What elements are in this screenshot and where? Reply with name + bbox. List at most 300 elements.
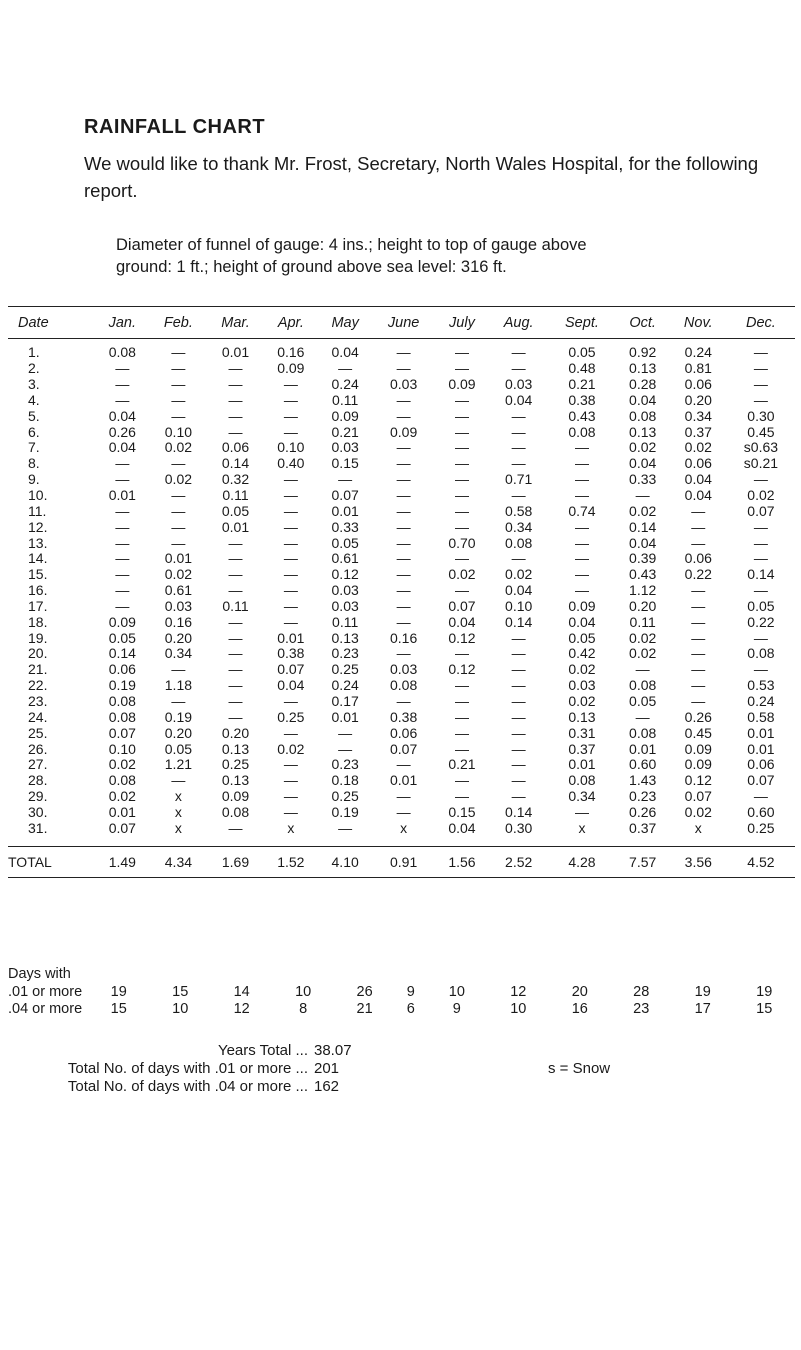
rainfall-cell: 0.01 bbox=[221, 344, 250, 361]
rainfall-cell: — bbox=[511, 724, 526, 741]
rainfall-cell: — bbox=[228, 407, 243, 424]
rainfall-cell: 0.13 bbox=[629, 360, 657, 377]
rainfall-cell: — bbox=[511, 407, 526, 424]
rainfall-cell: — bbox=[753, 788, 768, 805]
table-row bbox=[8, 599, 795, 615]
rainfall-cell: 0.04 bbox=[629, 534, 657, 551]
rainfall-cell: 0.08 bbox=[108, 344, 136, 361]
total-cell: 4.10 bbox=[318, 847, 372, 878]
rainfall-cell: 0.08 bbox=[629, 407, 657, 424]
rainfall-cell: — bbox=[228, 645, 243, 662]
rainfall-cell: — bbox=[454, 708, 469, 725]
rainfall-cell: — bbox=[396, 788, 411, 805]
rainfall-cell: — bbox=[115, 471, 130, 488]
rainfall-cell: 0.20 bbox=[684, 391, 712, 408]
table-row bbox=[8, 488, 795, 504]
rainfall-cell: — bbox=[228, 534, 243, 551]
rainfall-cell: — bbox=[574, 534, 589, 551]
rainfall-cell: — bbox=[454, 740, 469, 757]
rainfall-cell: — bbox=[171, 391, 186, 408]
rainfall-cell: 0.09 bbox=[568, 597, 596, 614]
rainfall-cell: — bbox=[454, 772, 469, 789]
rainfall-cell: 0.08 bbox=[108, 772, 136, 789]
rainfall-cell: 0.21 bbox=[568, 376, 596, 393]
header-month: Aug. bbox=[489, 307, 548, 339]
rainfall-cell: 0.07 bbox=[747, 772, 775, 789]
rainfall-cell: — bbox=[454, 692, 469, 709]
rainfall-cell: 0.19 bbox=[164, 708, 193, 725]
row-date: 6. bbox=[28, 423, 40, 440]
days-01-label: .01 or more bbox=[8, 983, 83, 1000]
rainfall-cell: 0.04 bbox=[505, 391, 533, 408]
rainfall-cell: 0.06 bbox=[684, 376, 712, 393]
rainfall-cell: 0.02 bbox=[164, 439, 193, 456]
rainfall-cell: 0.11 bbox=[332, 613, 359, 630]
rainfall-cell: 0.25 bbox=[221, 756, 250, 773]
rainfall-cell: 0.09 bbox=[684, 756, 712, 773]
table-row bbox=[8, 646, 795, 662]
rainfall-cell: x bbox=[694, 819, 702, 836]
rainfall-cell: — bbox=[454, 423, 469, 440]
rainfall-cell: 0.38 bbox=[277, 645, 305, 662]
rainfall-cell: x bbox=[174, 819, 182, 836]
table-row bbox=[8, 614, 795, 630]
table-row bbox=[8, 630, 795, 646]
rainfall-cell: — bbox=[511, 692, 526, 709]
header-month: June bbox=[372, 307, 435, 339]
rainfall-cell: — bbox=[396, 487, 411, 504]
rainfall-cell: 0.02 bbox=[568, 692, 596, 709]
rainfall-cell: 0.14 bbox=[221, 455, 250, 472]
rainfall-cell: 0.58 bbox=[747, 708, 775, 725]
rainfall-cell: — bbox=[691, 645, 706, 662]
rainfall-cell: 0.13 bbox=[331, 629, 359, 646]
total-cell: 2.52 bbox=[489, 847, 548, 878]
row-date: 7. bbox=[28, 439, 40, 456]
rainfall-cell: — bbox=[283, 534, 298, 551]
days-count-cell: 28 bbox=[633, 983, 650, 1000]
days-count-cell: 26 bbox=[356, 983, 373, 1000]
rainfall-cell: 0.26 bbox=[108, 423, 136, 440]
table-row bbox=[8, 741, 795, 757]
rainfall-cell: 0.14 bbox=[629, 518, 657, 535]
rainfall-cell: — bbox=[454, 502, 469, 519]
rainfall-cell: — bbox=[171, 772, 186, 789]
row-date: 20. bbox=[28, 645, 48, 662]
rainfall-cell: 0.60 bbox=[747, 803, 775, 820]
rainfall-cell: 0.01 bbox=[629, 740, 657, 757]
table-row bbox=[8, 393, 795, 409]
rainfall-cell: 0.20 bbox=[164, 629, 193, 646]
rainfall-cell: 0.11 bbox=[222, 597, 249, 614]
days-04-label: .04 or more bbox=[8, 1000, 83, 1017]
rainfall-cell: 0.45 bbox=[747, 423, 775, 440]
rainfall-cell: — bbox=[511, 740, 526, 757]
rainfall-cell: 0.04 bbox=[448, 819, 476, 836]
days-count-cell: 12 bbox=[233, 1000, 250, 1017]
rainfall-cell: — bbox=[283, 407, 298, 424]
rainfall-cell: x bbox=[578, 819, 586, 836]
total-days-01-row bbox=[8, 1060, 352, 1078]
rainfall-cell: 0.24 bbox=[331, 376, 359, 393]
rainfall-cell: — bbox=[228, 550, 243, 567]
rainfall-cell: 0.11 bbox=[332, 391, 359, 408]
total-cell: 1.69 bbox=[207, 847, 264, 878]
total-cell: 1.56 bbox=[435, 847, 489, 878]
rainfall-cell: — bbox=[283, 566, 298, 583]
rainfall-cell: 0.01 bbox=[331, 502, 359, 519]
years-total-label: Years Total ... bbox=[217, 1042, 308, 1059]
table-row bbox=[8, 583, 795, 599]
rainfall-cell: 0.02 bbox=[108, 788, 136, 805]
rainfall-cell: — bbox=[511, 645, 526, 662]
rainfall-cell: — bbox=[396, 692, 411, 709]
row-date: 31. bbox=[28, 819, 48, 836]
days-count-cell: 10 bbox=[172, 1000, 189, 1017]
rainfall-cell: — bbox=[454, 582, 469, 599]
rainfall-cell: 0.10 bbox=[164, 423, 193, 440]
row-date: 13. bbox=[28, 534, 48, 551]
rainfall-cell: 0.05 bbox=[568, 629, 596, 646]
rainfall-cell: 0.01 bbox=[108, 803, 136, 820]
rainfall-cell: — bbox=[171, 502, 186, 519]
rainfall-cell: — bbox=[396, 344, 411, 361]
rainfall-cell: — bbox=[283, 550, 298, 567]
rainfall-cell: 0.07 bbox=[747, 502, 775, 519]
row-date: 30. bbox=[28, 803, 48, 820]
rainfall-cell: — bbox=[511, 708, 526, 725]
rainfall-cell: 0.03 bbox=[390, 661, 418, 678]
days-count-cell: 10 bbox=[510, 1000, 527, 1017]
rainfall-cell: — bbox=[115, 360, 130, 377]
table-row bbox=[8, 339, 795, 361]
rainfall-cell: 0.06 bbox=[108, 661, 136, 678]
table-row bbox=[8, 694, 795, 710]
rainfall-cell: — bbox=[171, 518, 186, 535]
rainfall-cell: 0.37 bbox=[568, 740, 596, 757]
rainfall-cell: 0.09 bbox=[684, 740, 712, 757]
rainfall-cell: 0.02 bbox=[164, 566, 193, 583]
rainfall-cell: 0.04 bbox=[629, 391, 657, 408]
row-date: 16. bbox=[28, 582, 48, 599]
rainfall-cell: — bbox=[171, 487, 186, 504]
rainfall-cell: 0.33 bbox=[331, 518, 359, 535]
header-month: Sept. bbox=[548, 307, 615, 339]
rainfall-cell: 0.01 bbox=[747, 724, 775, 741]
rainfall-cell: 0.33 bbox=[629, 471, 657, 488]
rainfall-cell: 0.09 bbox=[448, 376, 476, 393]
header-month: Apr. bbox=[264, 307, 318, 339]
rainfall-cell: 0.03 bbox=[390, 376, 418, 393]
rainfall-cell: 0.40 bbox=[277, 455, 305, 472]
rainfall-cell: 0.07 bbox=[277, 661, 305, 678]
rainfall-cell: — bbox=[396, 391, 411, 408]
rainfall-cell: 0.01 bbox=[331, 708, 359, 725]
rainfall-cell: 0.01 bbox=[568, 756, 596, 773]
rainfall-cell: — bbox=[283, 803, 298, 820]
rainfall-cell: 0.12 bbox=[331, 566, 359, 583]
days-count-cell: 8 bbox=[299, 1000, 308, 1017]
rainfall-cell: 0.45 bbox=[684, 724, 712, 741]
rainfall-cell: — bbox=[228, 376, 243, 393]
rainfall-cell: — bbox=[115, 502, 130, 519]
rainfall-cell: — bbox=[635, 661, 650, 678]
rainfall-cell: — bbox=[115, 582, 130, 599]
row-date: 19. bbox=[28, 629, 48, 646]
total-cell: 1.52 bbox=[264, 847, 318, 878]
rainfall-cell: 0.05 bbox=[629, 692, 657, 709]
rainfall-cell: 0.42 bbox=[568, 645, 596, 662]
rainfall-cell: 0.03 bbox=[505, 376, 533, 393]
row-date: 3. bbox=[28, 376, 40, 393]
rainfall-cell: 0.43 bbox=[568, 407, 596, 424]
rainfall-cell: — bbox=[691, 597, 706, 614]
rainfall-cell: — bbox=[396, 645, 411, 662]
rainfall-cell: 0.04 bbox=[277, 677, 305, 694]
rainfall-cell: — bbox=[511, 550, 526, 567]
table-row bbox=[8, 789, 795, 805]
rainfall-cell: — bbox=[574, 518, 589, 535]
rainfall-cell: 0.05 bbox=[221, 502, 250, 519]
row-date: 24. bbox=[28, 708, 48, 725]
rainfall-cell: 0.04 bbox=[684, 487, 712, 504]
days-count-cell: 19 bbox=[756, 983, 773, 1000]
rainfall-cell: — bbox=[511, 788, 526, 805]
rainfall-cell: — bbox=[511, 344, 526, 361]
rainfall-cell: — bbox=[574, 803, 589, 820]
rainfall-cell: 0.01 bbox=[108, 487, 136, 504]
row-date: 14. bbox=[28, 550, 48, 567]
rainfall-cell: 0.23 bbox=[629, 788, 657, 805]
rainfall-cell: — bbox=[511, 756, 526, 773]
rainfall-cell: 0.12 bbox=[448, 661, 476, 678]
rainfall-cell: — bbox=[635, 487, 650, 504]
rainfall-cell: — bbox=[228, 629, 243, 646]
rainfall-cell: 0.26 bbox=[684, 708, 712, 725]
table-row bbox=[8, 662, 795, 678]
rainfall-cell: 0.07 bbox=[108, 819, 136, 836]
days-count-cell: 10 bbox=[448, 983, 465, 1000]
rainfall-table bbox=[8, 306, 795, 878]
rainfall-cell: — bbox=[115, 566, 130, 583]
rainfall-cell: — bbox=[115, 455, 130, 472]
rainfall-cell: 0.01 bbox=[747, 740, 775, 757]
rainfall-cell: — bbox=[228, 708, 243, 725]
rainfall-cell: — bbox=[171, 692, 186, 709]
rainfall-cell: 0.34 bbox=[164, 645, 193, 662]
rainfall-cell: — bbox=[283, 391, 298, 408]
rainfall-cell: — bbox=[511, 439, 526, 456]
rainfall-cell: 0.08 bbox=[568, 423, 596, 440]
days-count-cell: 12 bbox=[510, 983, 527, 1000]
rainfall-cell: — bbox=[228, 582, 243, 599]
days-01-row bbox=[8, 983, 795, 1000]
rainfall-cell: 0.02 bbox=[629, 502, 657, 519]
rainfall-cell: 0.04 bbox=[108, 439, 136, 456]
rainfall-cell: 0.01 bbox=[277, 629, 305, 646]
rainfall-cell: 0.37 bbox=[684, 423, 712, 440]
rainfall-cell: — bbox=[511, 360, 526, 377]
rainfall-cell: 0.02 bbox=[684, 439, 712, 456]
table-row bbox=[8, 456, 795, 472]
rainfall-cell: 1.18 bbox=[164, 677, 193, 694]
total-days-04-row bbox=[8, 1078, 352, 1096]
rainfall-cell: — bbox=[171, 407, 186, 424]
rainfall-cell: 0.53 bbox=[747, 677, 775, 694]
rainfall-cell: — bbox=[574, 439, 589, 456]
rainfall-cell: 0.02 bbox=[684, 803, 712, 820]
rainfall-cell: — bbox=[753, 518, 768, 535]
rainfall-cell: — bbox=[228, 360, 243, 377]
row-date: 28. bbox=[28, 772, 48, 789]
rainfall-cell: 0.20 bbox=[164, 724, 193, 741]
rainfall-cell: — bbox=[396, 756, 411, 773]
gauge-line-2: ground: 1 ft.; height of ground above sea level: 316 ft. bbox=[116, 258, 507, 276]
rainfall-cell: 0.02 bbox=[505, 566, 533, 583]
rainfall-cell: — bbox=[454, 439, 469, 456]
rainfall-cell: — bbox=[171, 376, 186, 393]
rainfall-cell: 0.58 bbox=[505, 502, 533, 519]
total-days-04-label: Total No. of days with .04 or more ... bbox=[67, 1078, 308, 1095]
total-row bbox=[8, 847, 795, 878]
row-date: 15. bbox=[28, 566, 48, 583]
days-count-cell: 15 bbox=[756, 1000, 773, 1017]
days-count-cell: 15 bbox=[172, 983, 189, 1000]
rainfall-cell: — bbox=[396, 803, 411, 820]
header-month: Feb. bbox=[150, 307, 208, 339]
table-body bbox=[8, 339, 795, 878]
rainfall-cell: 0.01 bbox=[390, 772, 418, 789]
table-row bbox=[8, 820, 795, 836]
summary-block bbox=[8, 1042, 352, 1096]
rainfall-cell: 0.02 bbox=[164, 471, 193, 488]
row-date: 5. bbox=[28, 407, 40, 424]
rainfall-cell: — bbox=[283, 724, 298, 741]
days-count-cell: 10 bbox=[295, 983, 312, 1000]
rainfall-cell: — bbox=[691, 629, 706, 646]
rainfall-cell: 0.08 bbox=[221, 803, 250, 820]
rainfall-cell: 0.10 bbox=[505, 597, 533, 614]
row-date: 8. bbox=[28, 455, 40, 472]
rainfall-cell: 0.28 bbox=[629, 376, 657, 393]
header-month: Jan. bbox=[95, 307, 149, 339]
rainfall-cell: 0.24 bbox=[747, 692, 775, 709]
rainfall-cell: — bbox=[511, 423, 526, 440]
header-month: July bbox=[435, 307, 489, 339]
spacer-cell bbox=[8, 836, 795, 847]
rainfall-cell: 0.30 bbox=[747, 407, 775, 424]
rainfall-cell: 0.06 bbox=[684, 455, 712, 472]
rainfall-cell: 0.14 bbox=[505, 613, 533, 630]
rainfall-cell: 0.48 bbox=[568, 360, 596, 377]
rainfall-cell: — bbox=[574, 471, 589, 488]
rainfall-cell: — bbox=[454, 360, 469, 377]
rainfall-cell: x bbox=[174, 788, 182, 805]
rainfall-cell: 0.71 bbox=[505, 471, 533, 488]
intro-paragraph: We would like to thank Mr. Frost, Secretary, North Wales Hospital, for the following report. bbox=[84, 153, 759, 201]
rainfall-cell: 0.05 bbox=[747, 597, 775, 614]
snow-legend: s = Snow bbox=[548, 1060, 611, 1077]
rainfall-cell: 0.06 bbox=[747, 756, 775, 773]
rainfall-cell: 0.03 bbox=[568, 677, 596, 694]
rainfall-cell: — bbox=[396, 597, 411, 614]
rainfall-cell: — bbox=[454, 455, 469, 472]
rainfall-cell: 0.25 bbox=[331, 788, 359, 805]
rainfall-cell: 0.08 bbox=[629, 724, 657, 741]
rainfall-cell: 0.03 bbox=[164, 597, 193, 614]
rainfall-cell: — bbox=[338, 471, 353, 488]
days-count-cell: 16 bbox=[571, 1000, 588, 1017]
row-date: 29. bbox=[28, 788, 48, 805]
rainfall-cell: 0.30 bbox=[505, 819, 533, 836]
header-date: Date bbox=[8, 307, 95, 339]
rainfall-cell: — bbox=[691, 613, 706, 630]
rainfall-cell: — bbox=[454, 471, 469, 488]
table-row bbox=[8, 804, 795, 820]
rainfall-cell: 0.07 bbox=[390, 740, 418, 757]
rainfall-cell: 0.34 bbox=[505, 518, 533, 535]
rainfall-cell: — bbox=[396, 566, 411, 583]
rainfall-cell: — bbox=[228, 692, 243, 709]
rainfall-cell: 1.12 bbox=[629, 582, 657, 599]
rainfall-cell: 0.13 bbox=[221, 740, 250, 757]
days-with-label: Days with bbox=[8, 966, 71, 982]
rainfall-cell: — bbox=[753, 629, 768, 646]
rainfall-cell: 0.09 bbox=[390, 423, 418, 440]
table-row bbox=[8, 440, 795, 456]
rainfall-cell: 0.70 bbox=[448, 534, 476, 551]
rainfall-cell: — bbox=[283, 582, 298, 599]
rainfall-cell: 0.06 bbox=[684, 550, 712, 567]
rainfall-cell: 0.04 bbox=[448, 613, 476, 630]
rainfall-cell: 0.38 bbox=[568, 391, 596, 408]
rainfall-cell: 0.34 bbox=[568, 788, 596, 805]
rainfall-cell: — bbox=[753, 360, 768, 377]
rainfall-cell: 0.61 bbox=[331, 550, 359, 567]
rainfall-cell: 0.04 bbox=[684, 471, 712, 488]
days-count-cell: 15 bbox=[110, 1000, 127, 1017]
rainfall-cell: 0.60 bbox=[629, 756, 657, 773]
days-count-cell: 9 bbox=[406, 983, 415, 1000]
table-header-row bbox=[8, 307, 795, 339]
rainfall-cell: 0.15 bbox=[448, 803, 476, 820]
rainfall-cell: — bbox=[691, 582, 706, 599]
rainfall-cell: 0.16 bbox=[164, 613, 193, 630]
rainfall-cell: 0.24 bbox=[684, 344, 712, 361]
rainfall-cell: 0.08 bbox=[390, 677, 418, 694]
rainfall-cell: 0.92 bbox=[629, 344, 657, 361]
rainfall-cell: 0.23 bbox=[331, 756, 359, 773]
row-date: 22. bbox=[28, 677, 48, 694]
rainfall-cell: 0.02 bbox=[747, 487, 775, 504]
rainfall-cell: — bbox=[511, 661, 526, 678]
rainfall-cell: — bbox=[396, 502, 411, 519]
rainfall-cell: — bbox=[574, 566, 589, 583]
rainfall-cell: — bbox=[511, 677, 526, 694]
rainfall-cell: 0.34 bbox=[684, 407, 712, 424]
rainfall-cell: 0.09 bbox=[221, 788, 250, 805]
total-label: TOTAL bbox=[8, 847, 95, 878]
total-days-01-value: 201 bbox=[314, 1060, 340, 1077]
rainfall-cell: 0.09 bbox=[331, 407, 359, 424]
rainfall-cell: — bbox=[454, 645, 469, 662]
rainfall-cell: — bbox=[338, 740, 353, 757]
rainfall-cell: — bbox=[691, 677, 706, 694]
rainfall-cell: 0.25 bbox=[277, 708, 305, 725]
rainfall-cell: 0.02 bbox=[568, 661, 596, 678]
rainfall-cell: — bbox=[115, 376, 130, 393]
rainfall-cell: — bbox=[753, 661, 768, 678]
